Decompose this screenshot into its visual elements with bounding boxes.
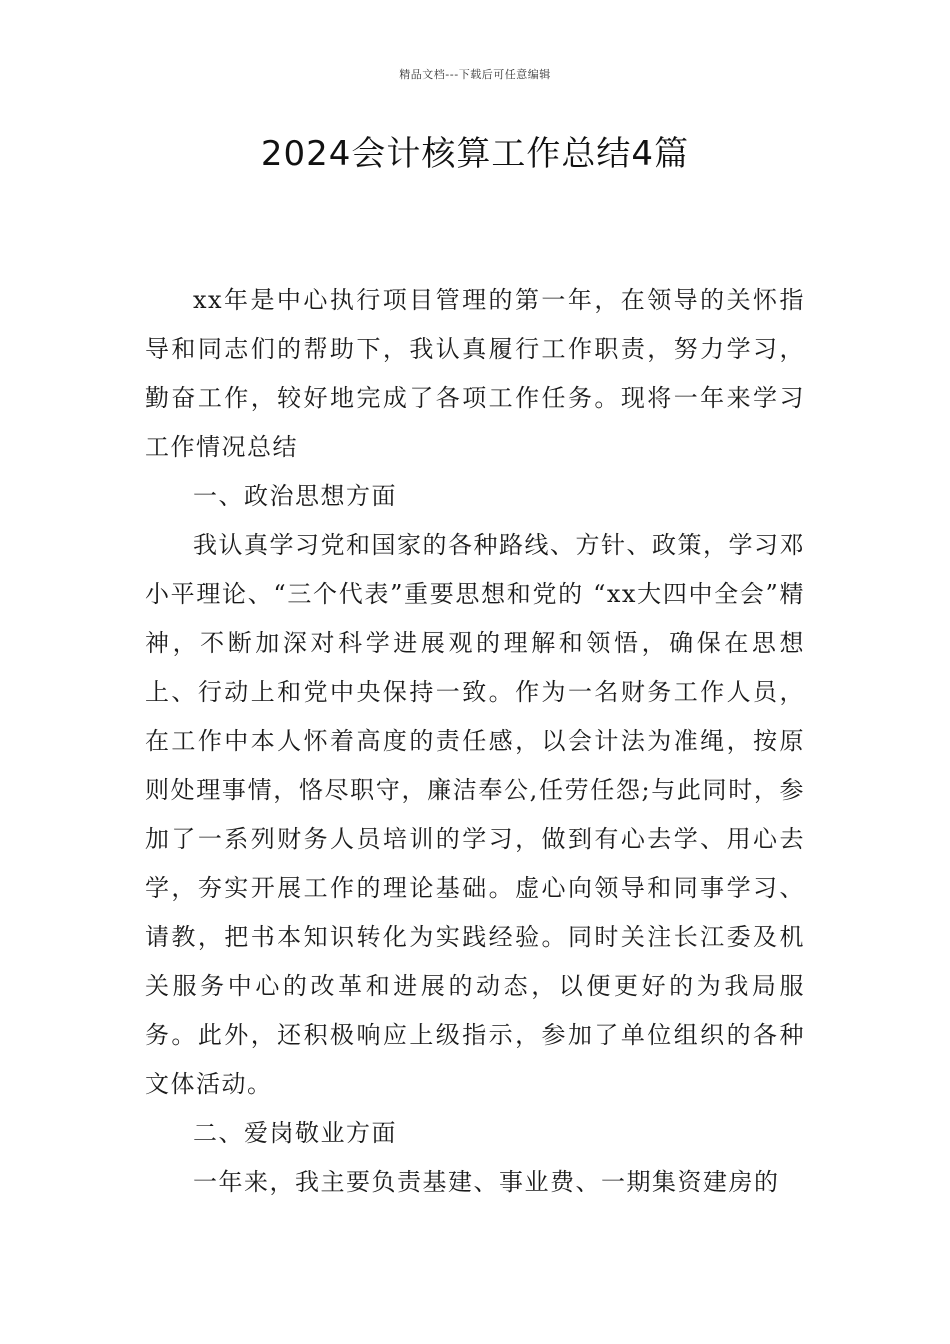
intro-paragraph: xx年是中心执行项目管理的第一年，在领导的关怀指导和同志们的帮助下，我认真履行工作职责，努力学习，勤奋工作，较好地完成了各项工作任务。现将一年来学习工作情况总结 (145, 286, 805, 461)
header-note: 精品文档---下载后可任意编辑 (399, 68, 551, 81)
document-title: 2024会计核算工作总结4篇 (260, 134, 690, 174)
section-heading-political: 一、政治思想方面 (193, 482, 397, 510)
section-heading-dedication: 二、爱岗敬业方面 (193, 1119, 397, 1147)
political-paragraph: 我认真学习党和国家的各种路线、方针、政策，学习邓小平理论、“三个代表”重要思想和党的 “xx大四中全会”精神，不断加深对科学进展观的理解和领悟，确保在思想上、行动上和党中央保持一致。作为一名财务工作人员，在工作中本人怀着高度的责任感，以会计法为准绳，按原则处理事情，恪尽职守，廉洁奉公,任劳任怨;与此同时，参加了一系列财务人员培训的学习，做到有心去学、用心去学，夯实开展工作的理论基础。虚心向领导和同事学习、请教，把书本知识转化为实践经验。同时关注长江委及机关服务中心的改革和进展的动态，以便更好的为我局服务。此外，还积极响应上级指示，参加了单位组织的各种文体活动。 (145, 531, 805, 1098)
dedication-paragraph: 一年来，我主要负责基建、事业费、一期集资建房的 (193, 1168, 780, 1196)
document-body (145, 276, 805, 1207)
